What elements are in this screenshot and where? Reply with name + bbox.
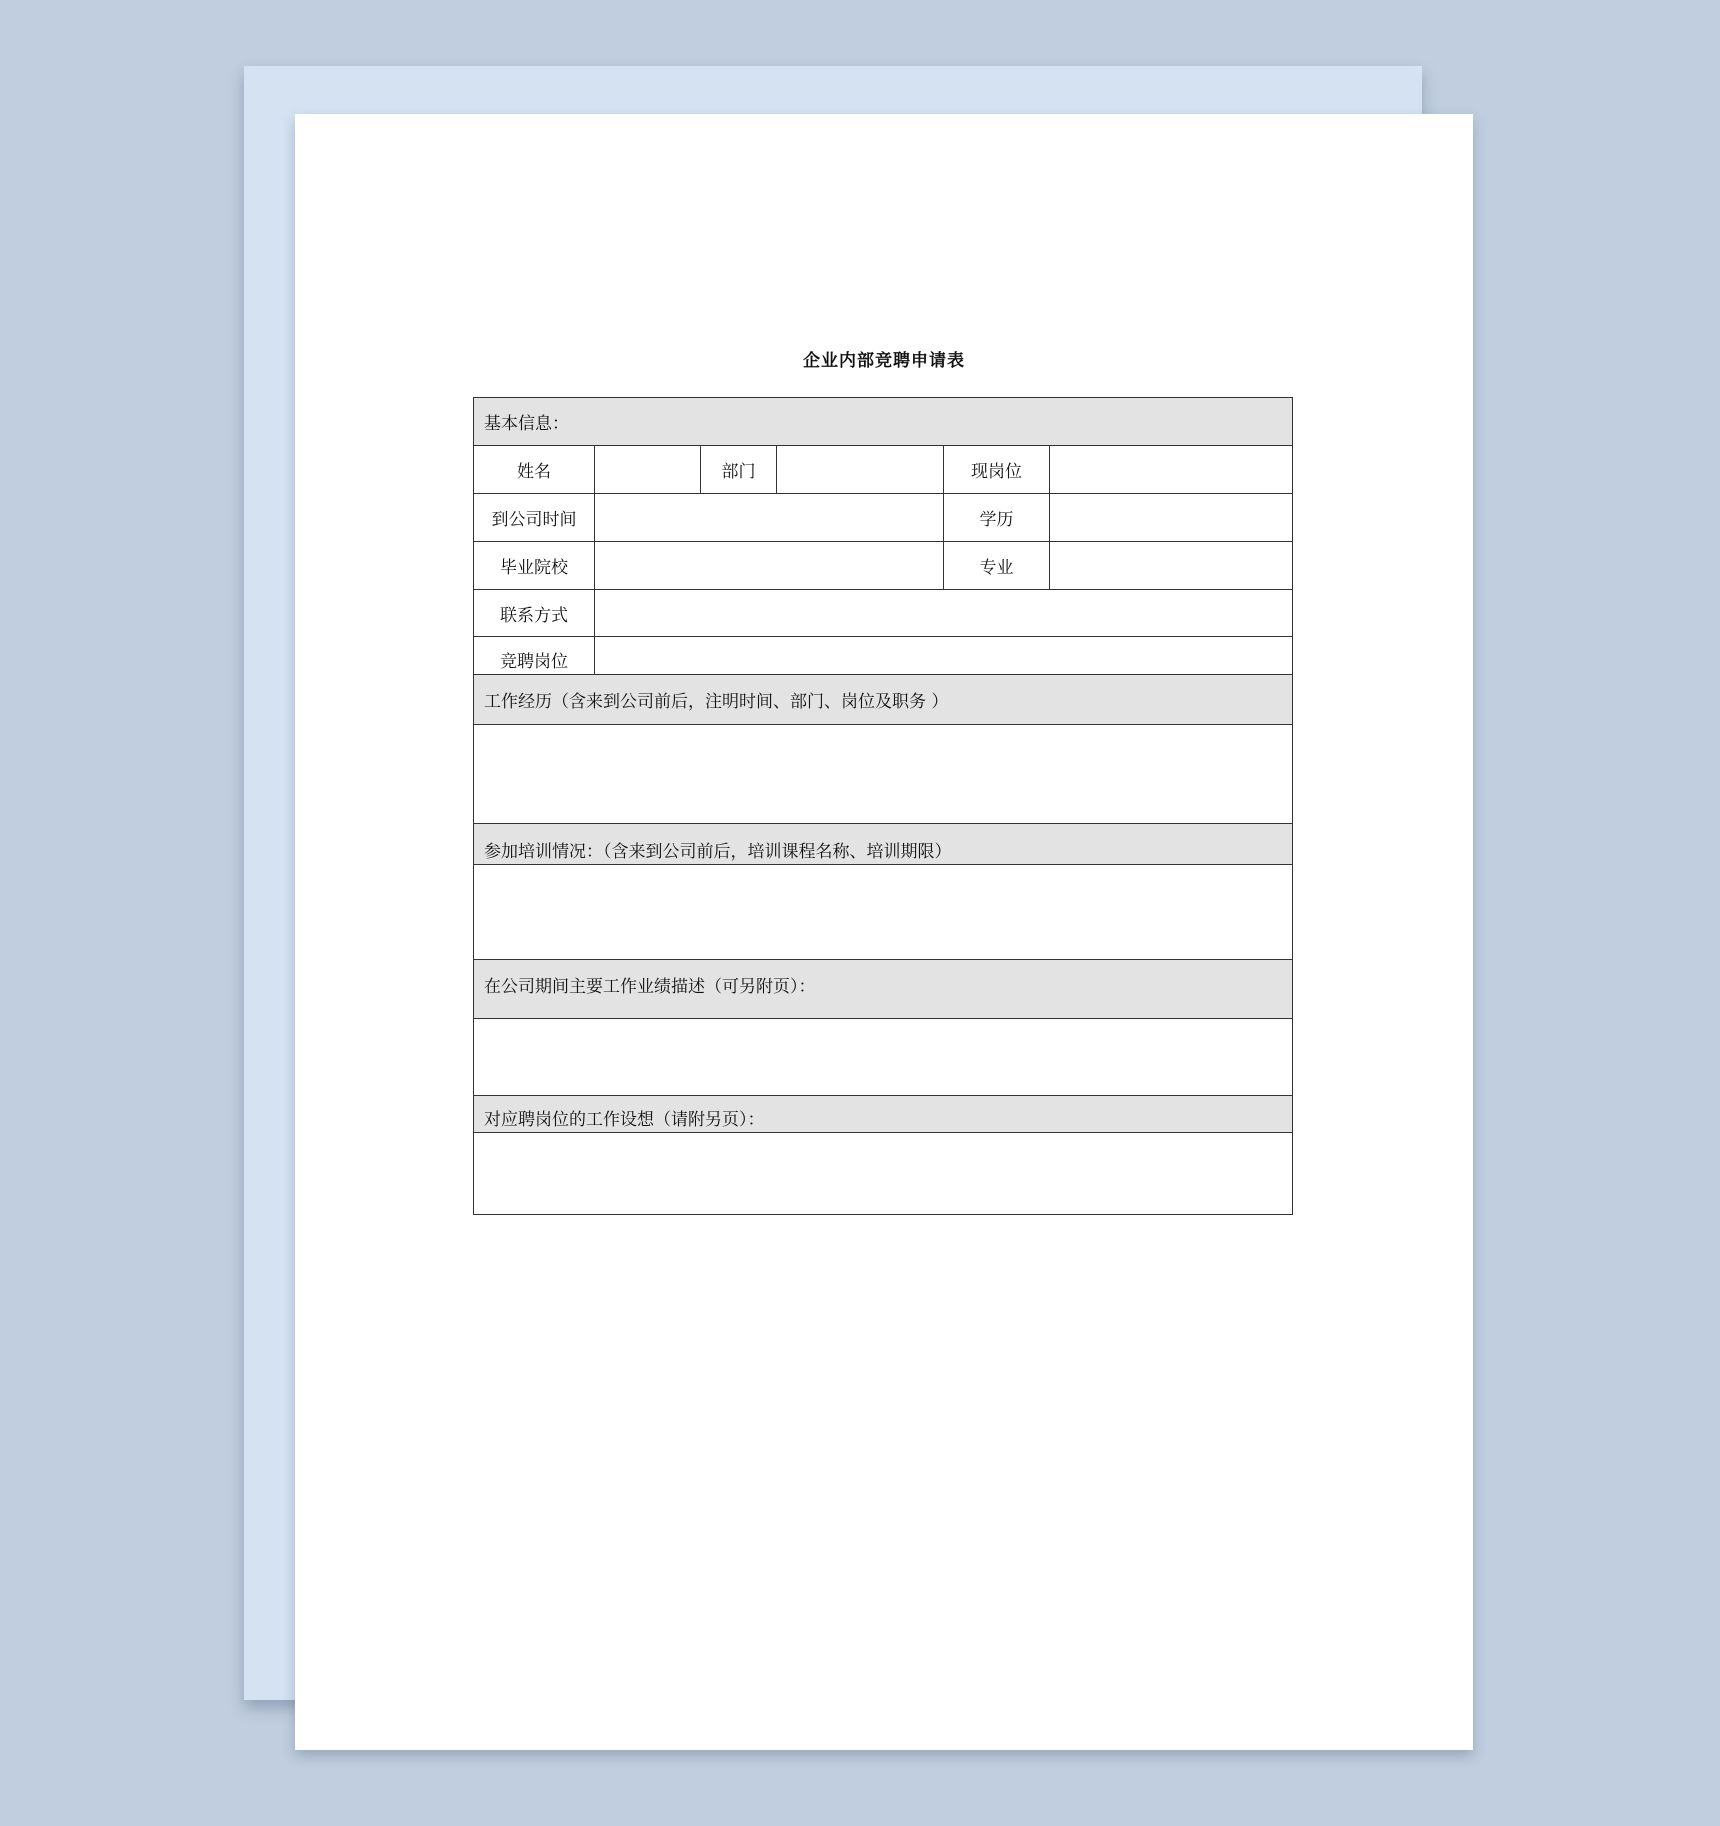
field-target-position[interactable] [595, 637, 1293, 675]
section-basic-info: 基本信息： [474, 398, 1293, 446]
form-row-target-position [474, 637, 1293, 675]
label-education: 学历 [944, 494, 1050, 542]
section-achievements: 在公司期间主要工作业绩描述（可另附页）： [474, 960, 1293, 1019]
field-work-experience[interactable] [474, 725, 1293, 824]
label-current-position: 现岗位 [944, 446, 1050, 494]
field-contact[interactable] [595, 590, 1293, 637]
form-row-contact [474, 590, 1293, 637]
training-header-row [474, 824, 1293, 865]
field-education[interactable] [1050, 494, 1293, 542]
form-title: 企业内部竞聘申请表 [803, 351, 965, 371]
training-body-row [474, 865, 1293, 960]
field-training[interactable] [474, 865, 1293, 960]
field-achievements[interactable] [474, 1019, 1293, 1096]
label-school: 毕业院校 [474, 542, 595, 590]
work-experience-header-row [474, 675, 1293, 725]
field-department[interactable] [777, 446, 944, 494]
work-experience-body-row [474, 725, 1293, 824]
label-join-date: 到公司时间 [474, 494, 595, 542]
basic-info-header-row [474, 398, 1293, 446]
section-plan: 对应聘岗位的工作设想（请附另页）： [474, 1096, 1293, 1133]
field-join-date[interactable] [595, 494, 944, 542]
application-form-table [473, 397, 1293, 1215]
section-work-experience: 工作经历（含来到公司前后，注明时间、部门、岗位及职务 ） [474, 675, 1293, 725]
form-row-name [474, 446, 1293, 494]
field-current-position[interactable] [1050, 446, 1293, 494]
field-plan[interactable] [474, 1133, 1293, 1215]
form-row-join-date [474, 494, 1293, 542]
label-name: 姓名 [474, 446, 595, 494]
plan-header-row [474, 1096, 1293, 1133]
label-department: 部门 [701, 446, 777, 494]
label-contact: 联系方式 [474, 590, 595, 637]
plan-body-row [474, 1133, 1293, 1215]
label-major: 专业 [944, 542, 1050, 590]
form-row-school [474, 542, 1293, 590]
achievements-header-row [474, 960, 1293, 1019]
achievements-body-row [474, 1019, 1293, 1096]
field-school[interactable] [595, 542, 944, 590]
label-target-position: 竞聘岗位 [474, 637, 595, 675]
field-major[interactable] [1050, 542, 1293, 590]
section-training: 参加培训情况：（含来到公司前后，培训课程名称、培训期限） [474, 824, 1293, 865]
field-name[interactable] [595, 446, 701, 494]
